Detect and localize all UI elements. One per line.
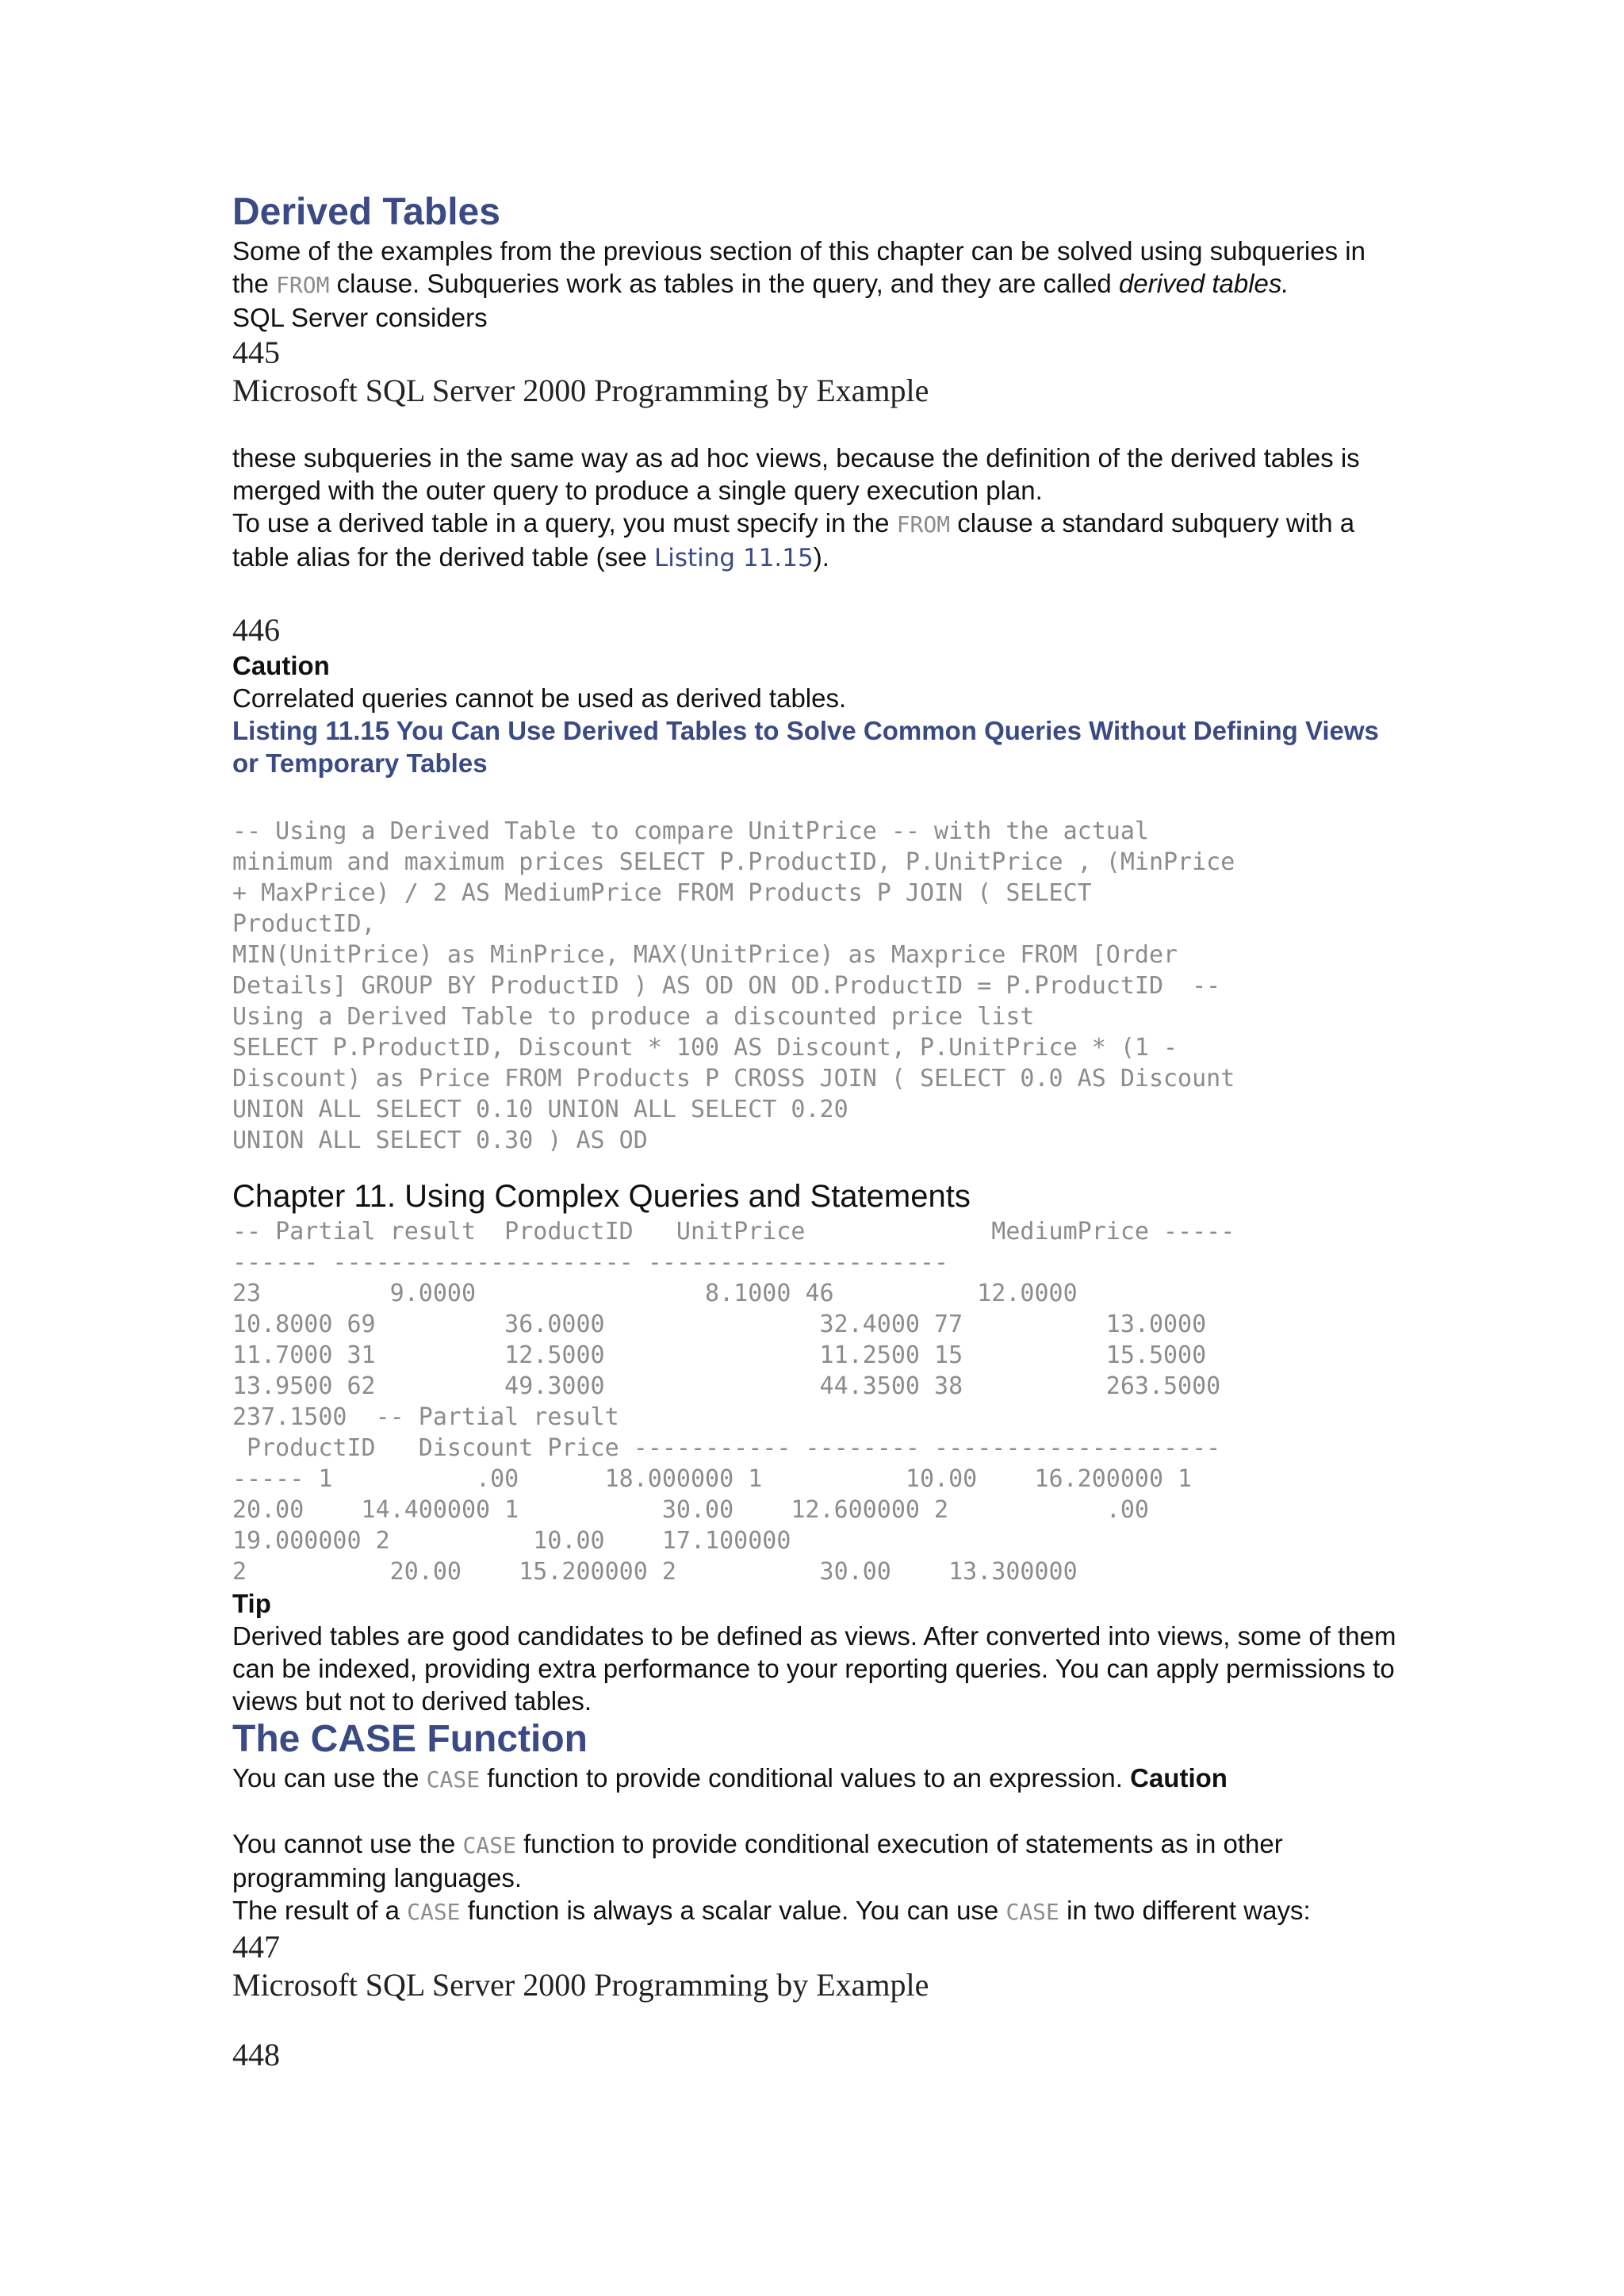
- page-number: 445: [232, 335, 280, 370]
- code-line: ----- 1 .00 18.000000 1 10.00 16.200000 1: [232, 1465, 1193, 1493]
- code-line: ProductID,: [232, 910, 376, 938]
- paragraph-merge: these subqueries in the same way as ad hoc views, because the definition of the derived tables is merged with the outer query to produce a single query execution plan.: [232, 443, 1360, 505]
- code-line: UNION ALL SELECT 0.10 UNION ALL SELECT 0.20: [232, 1096, 848, 1123]
- tip-label: Tip: [232, 1589, 271, 1618]
- page-number: 447: [232, 1929, 280, 1965]
- code-line: SELECT P.ProductID, Discount * 100 AS Discount, P.UnitPrice * (1 -: [232, 1034, 1178, 1062]
- code-line: -- Partial result ProductID UnitPrice MediumPrice -----: [232, 1218, 1235, 1246]
- chapter-heading: Chapter 11. Using Complex Queries and Statements: [232, 1179, 971, 1214]
- code-block-listing: [232, 816, 1398, 1156]
- code-line: ProductID Discount Price ----------- -------- --------------------: [232, 1434, 1221, 1462]
- paragraph-case-result: [232, 1894, 1398, 1928]
- code-line: Discount) as Price FROM Products P CROSS JOIN ( SELECT 0.0 AS Discount: [232, 1065, 1235, 1093]
- code-line: Using a Derived Table to produce a discounted price list: [232, 1003, 1035, 1031]
- spacer: [232, 1796, 1398, 1827]
- code-line: 23 9.0000 8.1000 46 12.0000: [232, 1280, 1078, 1307]
- spacer: [232, 1156, 1398, 1177]
- spacer: [232, 410, 1398, 442]
- code-line: UNION ALL SELECT 0.30 ) AS OD: [232, 1127, 648, 1154]
- text: You can use the: [232, 1763, 427, 1793]
- text: You cannot use the: [232, 1829, 463, 1858]
- text: clause a standard subquery with a table alias for the derived table (see: [232, 508, 1355, 572]
- text: function is always a scalar value. You can use: [460, 1896, 1006, 1925]
- code-line: 237.1500 -- Partial result: [232, 1403, 619, 1431]
- caution-label: Caution: [232, 651, 330, 680]
- page-number: 446: [232, 612, 280, 648]
- book-title: Microsoft SQL Server 2000 Programming by Example: [232, 1967, 929, 2003]
- text: function to provide conditional values to an expression.: [480, 1763, 1131, 1793]
- spacer: [232, 2004, 1398, 2036]
- spacer: [232, 779, 1398, 816]
- emphasis-derived-tables: derived tables.: [1118, 269, 1289, 298]
- listing-link[interactable]: Listing 11.15: [653, 544, 814, 572]
- code-from: FROM: [276, 272, 330, 298]
- code-block-results: [232, 1216, 1398, 1587]
- code-case: CASE: [426, 1766, 481, 1793]
- code-from: FROM: [896, 511, 951, 538]
- document-page: [232, 190, 1398, 2074]
- caution-text: Correlated queries cannot be used as derived tables.: [232, 683, 847, 713]
- book-title: Microsoft SQL Server 2000 Programming by Example: [232, 373, 929, 408]
- code-line: -- Using a Derived Table to compare UnitPrice -- with the actual: [232, 817, 1149, 845]
- paragraph-case-caution: [232, 1827, 1398, 1894]
- code-case: CASE: [1005, 1899, 1059, 1925]
- section-heading-case-function: The CASE Function: [232, 1718, 588, 1760]
- code-case: CASE: [462, 1832, 516, 1858]
- code-line: Details] GROUP BY ProductID ) AS OD ON OD.ProductID = P.ProductID --: [232, 972, 1221, 1000]
- text: The result of a: [232, 1896, 408, 1925]
- caution-label: Caution: [1130, 1763, 1228, 1793]
- text: To use a derived table in a query, you must specify in the: [232, 508, 897, 538]
- code-line: 10.8000 69 36.0000 32.4000 77 13.0000: [232, 1311, 1207, 1338]
- code-line: 13.9500 62 49.3000 44.3500 38 263.5000: [232, 1372, 1221, 1400]
- listing-caption: Listing 11.15 You Can Use Derived Tables to Solve Common Queries Without Defining Views or Temporary Tables: [232, 716, 1379, 778]
- tip-text: Derived tables are good candidates to be defined as views. After converted into views, some of them can be indexed, providing extra performance to your reporting queries. You can apply permissions to views but not to derived tables.: [232, 1621, 1396, 1716]
- spacer: [232, 575, 1398, 611]
- text: SQL Server considers: [232, 303, 488, 332]
- code-line: 19.000000 2 10.00 17.100000: [232, 1527, 791, 1555]
- text: clause. Subqueries work as tables in the query, and they are called: [329, 269, 1119, 298]
- paragraph-intro: [232, 235, 1398, 334]
- paragraph-case-intro: [232, 1762, 1398, 1796]
- code-line: + MaxPrice) / 2 AS MediumPrice FROM Products P JOIN ( SELECT: [232, 879, 1092, 907]
- code-line: ------ --------------------- ---------------------: [232, 1249, 949, 1276]
- page-number: 448: [232, 2037, 280, 2072]
- paragraph-usage: [232, 507, 1398, 575]
- code-line: 20.00 14.400000 1 30.00 12.600000 2 .00: [232, 1496, 1149, 1524]
- code-line: 11.7000 31 12.5000 11.2500 15 15.5000: [232, 1341, 1207, 1369]
- code-line: MIN(UnitPrice) as MinPrice, MAX(UnitPrice) as Maxprice FROM [Order: [232, 941, 1178, 969]
- text: ).: [813, 542, 829, 572]
- text: in two different ways:: [1059, 1896, 1311, 1925]
- text: function to provide conditional execution of statements as in other programming languages.: [232, 1829, 1283, 1892]
- section-heading-derived-tables: Derived Tables: [232, 191, 500, 233]
- code-case: CASE: [407, 1899, 461, 1925]
- code-line: minimum and maximum prices SELECT P.ProductID, P.UnitPrice , (MinPrice: [232, 848, 1235, 876]
- text: Some of the examples from the previous section of this chapter can be solved using subqueries in the: [232, 236, 1365, 298]
- code-line: 2 20.00 15.200000 2 30.00 13.300000: [232, 1558, 1078, 1586]
